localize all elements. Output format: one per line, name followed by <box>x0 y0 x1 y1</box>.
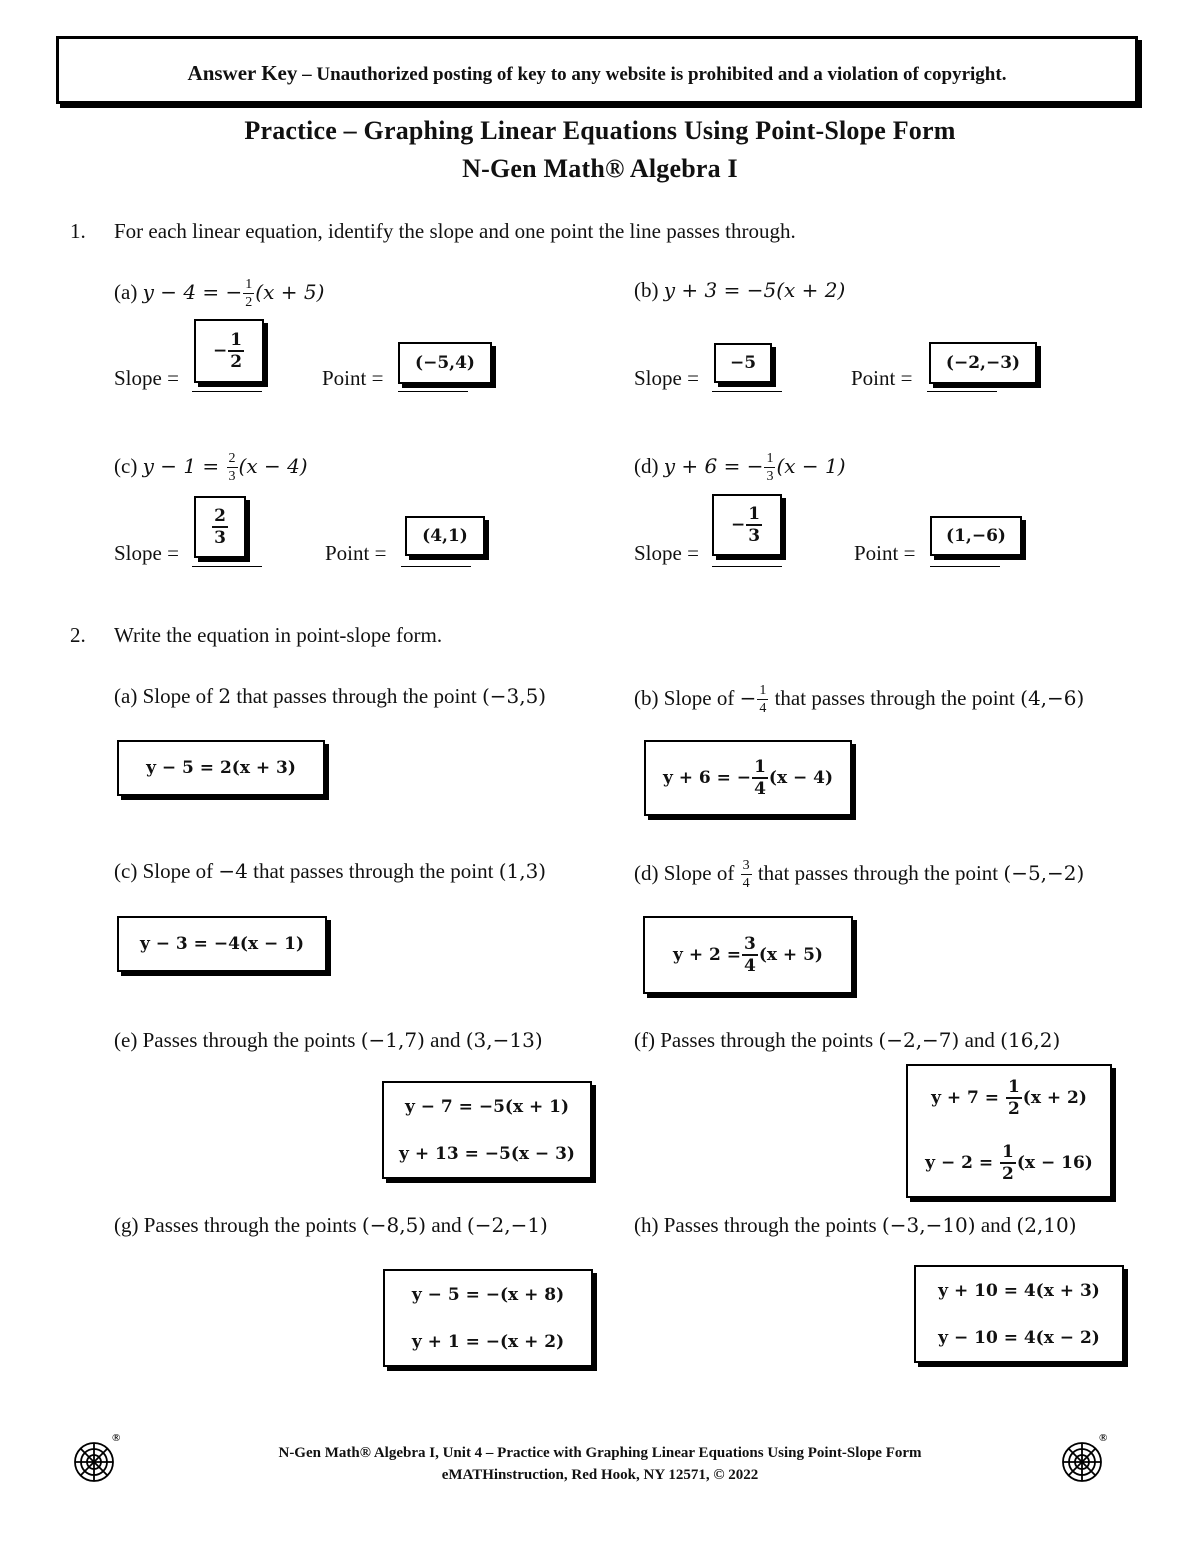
q2a-text1: Slope of <box>137 684 219 708</box>
q1d-point-underline <box>930 566 1000 567</box>
q2b-prompt <box>634 684 1084 716</box>
q1d-slope-sign: − <box>730 515 746 535</box>
q2e-point2: (3,−13) <box>465 1028 543 1052</box>
q1b-point-answer: (−2,−3) <box>929 342 1037 384</box>
copyright-notice: – Unauthorized posting of key to any website is prohibited and a violation of copyright. <box>297 64 1007 85</box>
q1c-equation <box>114 452 308 484</box>
footer-line-1: N-Gen Math® Algebra I, Unit 4 – Practice with Graphing Linear Equations Using Point-Slope Form <box>278 1445 922 1461</box>
logo-left-registered: ® <box>112 1432 121 1444</box>
q2f-ans1-right: (x + 2) <box>1022 1088 1087 1108</box>
q2a-text2: that passes through the point <box>231 684 482 708</box>
q2a-point: (−3,5) <box>481 684 547 708</box>
q2h-answer-1: y + 10 = 4(x + 3) <box>938 1280 1100 1301</box>
q1b-equation <box>634 278 845 303</box>
q2f-and: and <box>959 1028 1001 1052</box>
q1d-slope-underline <box>712 566 782 567</box>
q2g-point2: (−2,−1) <box>466 1213 548 1237</box>
q1a-label: (a) <box>114 279 138 304</box>
page-subtitle: N-Gen Math® Algebra I <box>462 154 738 183</box>
q1b-point-label: Point = <box>851 366 913 390</box>
q1d-point-label: Point = <box>854 541 916 565</box>
question-2-number: 2. <box>70 623 86 647</box>
q1c-point-underline <box>401 566 471 567</box>
q2b-ans-den: 4 <box>754 778 766 799</box>
q1a-frac-den: 2 <box>245 295 253 310</box>
q2f-point2: (16,2) <box>1000 1028 1061 1052</box>
q2d-frac-num: 3 <box>742 858 750 873</box>
q2b-text2: that passes through the point <box>769 685 1021 710</box>
q1c-slope-num: 2 <box>214 505 226 526</box>
q2c-prompt <box>114 859 546 884</box>
q1c-slope-den: 3 <box>214 527 226 548</box>
q1d-eq-left: y + 6 = − <box>663 453 764 478</box>
q1a-eq-left: y − 4 = − <box>142 279 243 304</box>
question-1-number: 1. <box>70 219 86 243</box>
q2d-text2: that passes through the point <box>752 860 1004 885</box>
q1d-slope-den: 3 <box>748 525 761 546</box>
q1a-slope-answer <box>194 319 264 383</box>
q2g-answer-1: y − 5 = −(x + 8) <box>411 1284 565 1305</box>
q2b-ans-right: (x − 4) <box>768 768 834 788</box>
q2f-ans2-den: 2 <box>1002 1164 1014 1184</box>
q2e-answer-1: y − 7 = −5(x + 1) <box>404 1096 570 1117</box>
q2f-label: (f) <box>634 1028 655 1052</box>
q2h-point1: (−3,−10) <box>881 1213 976 1237</box>
q2d-ans-right: (x + 5) <box>758 945 823 965</box>
q2g-label: (g) <box>114 1213 139 1237</box>
q2h-and: and <box>975 1213 1017 1237</box>
q2d-label: (d) <box>634 860 659 885</box>
q1b-label: (b) <box>634 278 659 302</box>
q1b-slope-label: Slope = <box>634 366 699 390</box>
q2e-label: (e) <box>114 1028 138 1052</box>
q1d-frac-num: 1 <box>766 451 774 466</box>
q2d-prompt <box>634 859 1084 891</box>
q2e-point1: (−1,7) <box>360 1028 425 1052</box>
q2b-frac-den: 4 <box>759 701 767 716</box>
q1a-slope-num: 1 <box>230 329 243 350</box>
q1a-frac-num: 1 <box>245 277 253 292</box>
page-title: Practice – Graphing Linear Equations Using Point-Slope Form <box>244 116 956 145</box>
q2e-answer-2: y + 13 = −5(x − 3) <box>399 1143 575 1164</box>
q2f-point1: (−2,−7) <box>878 1028 960 1052</box>
q1c-eq-left: y − 1 = <box>142 453 226 478</box>
q1c-slope-answer <box>194 496 246 558</box>
q1c-slope-label: Slope = <box>114 541 179 565</box>
q2f-ans1-den: 2 <box>1007 1099 1020 1119</box>
q2f-text: Passes through the points <box>654 1028 879 1052</box>
q2b-frac-num: 1 <box>759 683 767 698</box>
q1c-slope-underline <box>192 566 262 567</box>
q1c-frac-num: 2 <box>228 451 236 466</box>
q2c-text2: that passes through the point <box>247 859 499 883</box>
q1c-point-answer: (4,1) <box>405 516 485 556</box>
question-1-prompt: For each linear equation, identify the slope and one point the line passes through. <box>114 219 796 243</box>
q2d-frac-den: 4 <box>742 876 750 891</box>
q1a-slope-label: Slope = <box>114 366 179 390</box>
q2e-prompt <box>114 1028 543 1053</box>
q2d-text1: Slope of <box>658 860 740 885</box>
q2b-ans-left: y + 6 = − <box>662 768 752 788</box>
q2a-label: (a) <box>114 684 138 708</box>
q2c-slope: −4 <box>218 859 248 883</box>
q1c-eq-right: (x − 4) <box>238 453 308 478</box>
q2g-prompt <box>114 1213 548 1238</box>
q1d-eq-right: (x − 1) <box>776 453 846 478</box>
q2d-point: (−5,−2) <box>1003 860 1085 885</box>
q2f-ans2-left: y − 2 = <box>925 1153 1000 1173</box>
q2e-answer <box>382 1081 592 1179</box>
q2c-label: (c) <box>114 859 138 883</box>
q2h-label: (h) <box>634 1213 659 1237</box>
q2b-sign: − <box>739 685 757 710</box>
q2f-ans2-right: (x − 16) <box>1016 1153 1093 1173</box>
q1a-eq-right: (x + 5) <box>255 279 325 304</box>
q2b-label: (b) <box>634 685 659 710</box>
q1a-point-underline <box>398 391 468 392</box>
q1d-slope-label: Slope = <box>634 541 699 565</box>
q2c-answer: y − 3 = −4(x − 1) <box>117 916 327 972</box>
q2e-and: and <box>424 1028 466 1052</box>
q2g-answer <box>383 1269 593 1367</box>
q1d-point-answer: (1,−6) <box>930 516 1022 556</box>
q1c-point-label: Point = <box>325 541 387 565</box>
logo-right-registered: ® <box>1099 1432 1108 1444</box>
q1c-label: (c) <box>114 453 138 478</box>
q1a-point-answer: (−5,4) <box>398 342 492 384</box>
q1b-slope-underline <box>712 391 782 392</box>
q2b-ans-num: 1 <box>754 756 766 777</box>
q2a-answer: y − 5 = 2(x + 3) <box>117 740 325 796</box>
q2f-ans1-num: 1 <box>1007 1077 1020 1097</box>
q2h-text: Passes through the points <box>658 1213 882 1237</box>
q2b-answer <box>644 740 852 816</box>
q2f-answer <box>906 1064 1112 1198</box>
q1d-label: (d) <box>634 453 659 478</box>
footer-line-2: eMATHinstruction, Red Hook, NY 12571, © 2022 <box>441 1467 759 1483</box>
q1b-slope-answer: −5 <box>714 343 772 383</box>
q2h-point2: (2,10) <box>1016 1213 1077 1237</box>
q2g-and: and <box>426 1213 467 1237</box>
q1a-slope-den: 2 <box>230 351 243 372</box>
q1d-slope-num: 1 <box>748 503 761 524</box>
q1c-frac-den: 3 <box>228 469 236 484</box>
q2g-point1: (−8,5) <box>361 1213 427 1237</box>
q2d-ans-left: y + 2 = <box>673 945 741 965</box>
q1a-point-label: Point = <box>322 366 384 390</box>
q2g-text: Passes through the points <box>138 1213 362 1237</box>
q2f-answer-2 <box>925 1144 1093 1183</box>
q2d-ans-den: 4 <box>743 955 756 976</box>
q2h-prompt <box>634 1213 1077 1238</box>
q1b-eq: y + 3 = −5(x + 2) <box>663 278 846 302</box>
q1d-frac-den: 3 <box>766 469 774 484</box>
q2g-answer-2: y + 1 = −(x + 2) <box>411 1331 565 1352</box>
q1d-equation <box>634 452 846 484</box>
q2d-ans-num: 3 <box>743 933 756 954</box>
answer-key-label: Answer Key <box>187 61 298 85</box>
q1b-point-underline <box>927 391 997 392</box>
q1d-slope-answer <box>712 494 782 556</box>
q2f-ans2-num: 1 <box>1002 1142 1014 1162</box>
q2f-answer-1 <box>931 1079 1087 1118</box>
q2h-answer <box>914 1265 1124 1363</box>
q2b-point: (4,−6) <box>1020 685 1085 710</box>
q2c-text1: Slope of <box>137 859 219 883</box>
q2e-text: Passes through the points <box>137 1028 361 1052</box>
q1a-slope-sign: − <box>212 341 228 361</box>
q2f-ans1-left: y + 7 = <box>931 1088 1005 1108</box>
q1a-slope-underline <box>192 391 262 392</box>
q1a-equation <box>114 278 324 310</box>
q2f-prompt <box>634 1028 1060 1053</box>
q2c-point: (1,3) <box>498 859 547 883</box>
question-2-prompt: Write the equation in point-slope form. <box>114 623 443 647</box>
q2h-answer-2: y − 10 = 4(x − 2) <box>938 1327 1100 1348</box>
q2a-slope: 2 <box>218 684 232 708</box>
q2b-text1: Slope of <box>658 685 740 710</box>
q2a-prompt <box>114 684 546 709</box>
answer-key-banner <box>56 36 1138 104</box>
q2d-answer <box>643 916 853 994</box>
